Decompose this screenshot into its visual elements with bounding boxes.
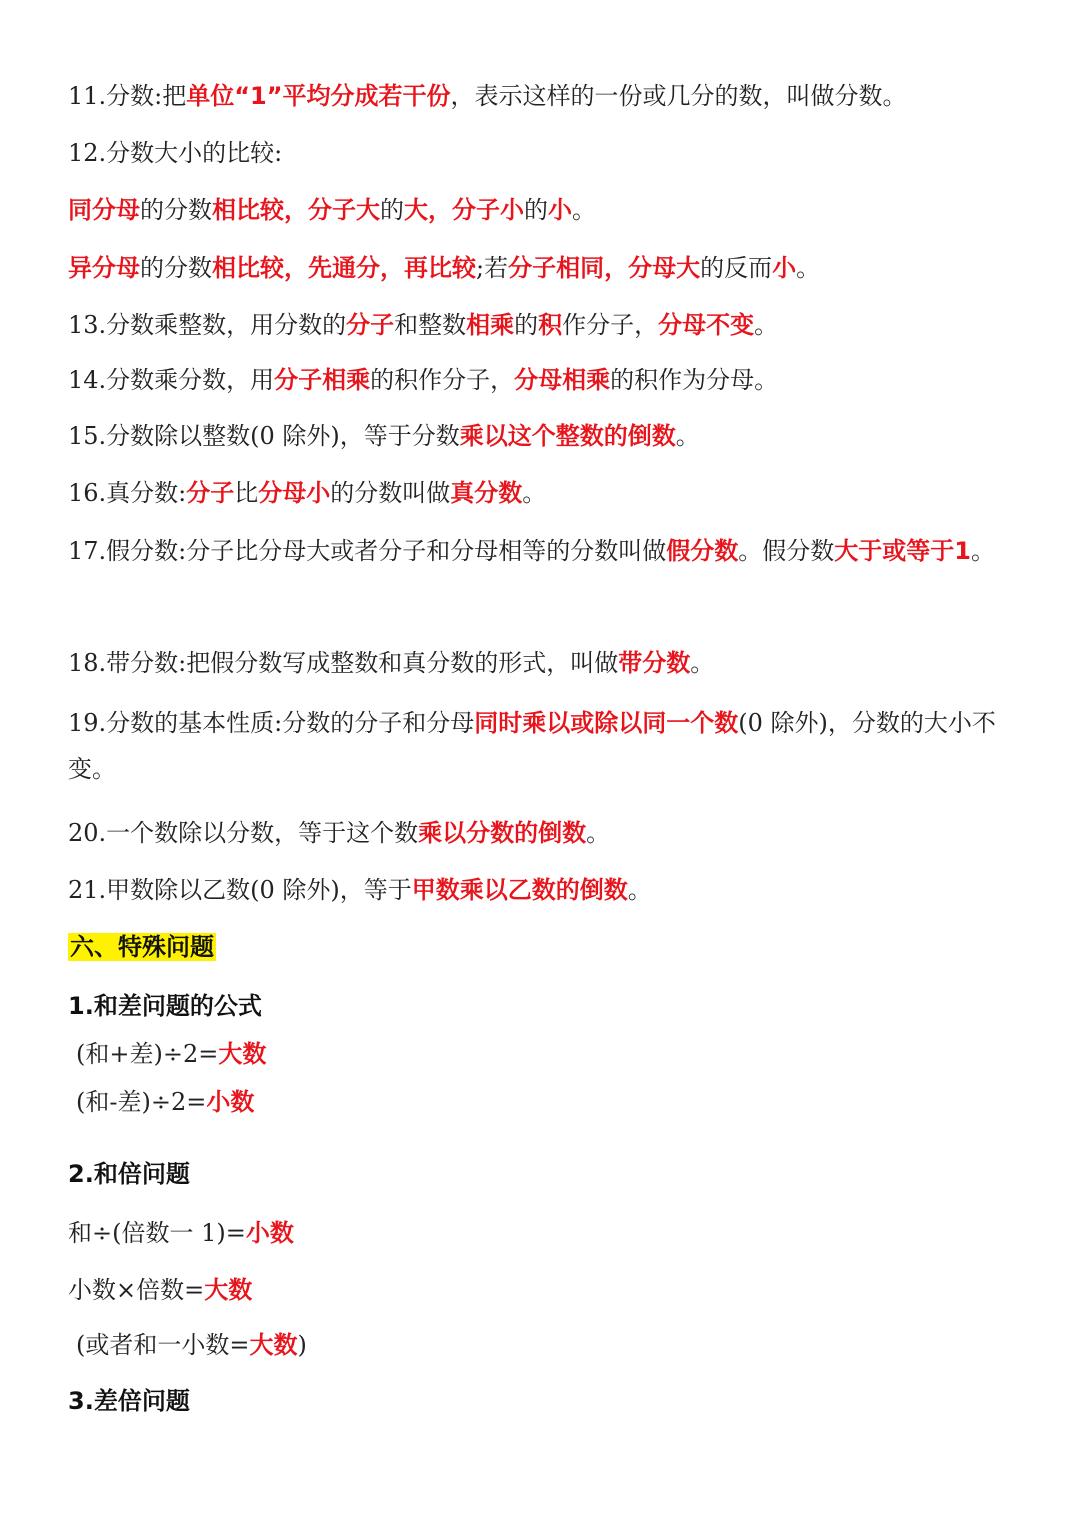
text-segment: 20.一个数除以分数，等于这个数 (68, 819, 419, 847)
section-heading (68, 924, 1020, 970)
text-segment: 21.甲数除以乙数(0 除外)，等于 (68, 876, 412, 904)
text-segment: 2.和倍问题 (68, 1160, 190, 1188)
text-segment: 。 (627, 876, 652, 904)
highlighted-text: 分母相乘 (514, 366, 611, 394)
text-segment: 的分数 (140, 254, 212, 282)
highlighted-text: 分母小 (258, 479, 331, 507)
highlighted-text: 乘以分数的倒数 (418, 819, 587, 847)
item-16 (68, 470, 1020, 516)
text-segment: 的 (514, 311, 539, 339)
text-segment: 。 (586, 819, 611, 847)
text-segment: 。 (522, 479, 547, 507)
item-20 (68, 810, 1020, 856)
formula-line (76, 1031, 1020, 1077)
highlighted-text: 大数 (204, 1276, 253, 1304)
highlighted-text: 大，分子小 (404, 196, 524, 224)
text-segment: 19.分数的基本性质:分数的分子和分母 (68, 709, 475, 737)
text-segment: 。假分数 (738, 537, 835, 565)
highlighted-text: 假分数 (666, 537, 739, 565)
item-12a (68, 187, 1020, 233)
highlighted-text: 分母不变 (658, 311, 755, 339)
highlighted-text: 乘以这个整数的倒数 (459, 422, 676, 450)
text-segment: 的积作分子， (370, 366, 515, 394)
text-segment: 的 (524, 196, 548, 224)
item-14 (68, 357, 1020, 403)
text-segment: 13.分数乘整数，用分数的 (68, 311, 347, 339)
highlighted-text: 小数 (245, 1219, 294, 1247)
highlighted-text: 积 (538, 311, 563, 339)
formula-line (68, 1267, 1020, 1313)
highlighted-text: 甲数乘以乙数的倒数 (411, 876, 628, 904)
highlighted-text: 分子相乘 (274, 366, 371, 394)
text-segment: 17.假分数:分子比分母大或者分子和分母相等的分数叫做 (68, 537, 667, 565)
item-19 (68, 700, 1020, 792)
item-18 (68, 640, 1020, 686)
text-segment: (和-差)÷2= (76, 1088, 207, 1116)
highlighted-text: 小 (772, 254, 797, 282)
item-17 (68, 528, 1020, 574)
text-segment: ，表示这样的一份或几分的数，叫做分数。 (450, 82, 907, 110)
subsection-title-1 (68, 983, 1020, 1029)
text-segment: ;若 (476, 254, 509, 282)
text-segment: 比 (234, 479, 259, 507)
highlighted-text: 分子相同，分母大 (508, 254, 701, 282)
text-segment: 。 (796, 254, 821, 282)
subsection-title-3 (68, 1378, 1020, 1424)
item-12b (68, 245, 1020, 291)
text-segment: 12.分数大小的比较: (68, 139, 283, 167)
text-segment: 14.分数乘分数，用 (68, 366, 275, 394)
highlighted-text: 大于或等于1 (834, 537, 971, 565)
text-segment: 15.分数除以整数(0 除外)，等于分数 (68, 422, 460, 450)
formula-line (76, 1079, 1020, 1125)
formula-line (68, 1210, 1020, 1256)
highlighted-text: 异分母 (68, 254, 140, 282)
text-segment: ) (297, 1331, 307, 1359)
text-segment: 1.和差问题的公式 (68, 992, 262, 1020)
text-segment: 和整数 (394, 311, 467, 339)
text-segment: 的分数叫做 (330, 479, 451, 507)
text-segment: 。 (754, 311, 779, 339)
text-segment: 的反而 (700, 254, 773, 282)
formula-line (76, 1322, 1020, 1368)
subsection-title-2 (68, 1151, 1020, 1197)
highlighted-text: 相比较，先通分，再比较 (212, 254, 476, 282)
text-segment: 的积作为分母。 (610, 366, 779, 394)
text-segment: 16.真分数: (68, 479, 187, 507)
text-segment: 和÷(倍数一 1)= (68, 1219, 246, 1247)
text-segment: 小数×倍数= (68, 1276, 205, 1304)
highlighted-text: 大数 (218, 1040, 267, 1068)
section-title: 六、特殊问题 (70, 933, 214, 961)
text-segment: 3.差倍问题 (68, 1387, 190, 1415)
highlighted-text: 带分数 (618, 649, 691, 677)
text-segment: 的 (380, 196, 404, 224)
highlighted-text: 同时乘以或除以同一个数 (474, 709, 739, 737)
text-segment: 作分子， (562, 311, 659, 339)
text-segment: 。 (572, 196, 596, 224)
text-segment: 11.分数:把 (68, 82, 187, 110)
highlighted-text: 小 (548, 196, 572, 224)
item-13 (68, 302, 1020, 348)
item-11 (68, 73, 1020, 119)
text-segment: (和+差)÷2= (76, 1040, 219, 1068)
highlighted-text: 相比较，分子大 (212, 196, 380, 224)
text-segment: (0 除外)，分数的大小不变。 (68, 709, 996, 783)
highlighted-text: 真分数 (450, 479, 523, 507)
text-segment: 。 (690, 649, 715, 677)
text-segment: 。 (970, 537, 995, 565)
highlighted-text: 分子 (346, 311, 395, 339)
text-segment: 18.带分数:把假分数写成整数和真分数的形式，叫做 (68, 649, 619, 677)
text-segment: 的分数 (140, 196, 212, 224)
highlighted-text: 相乘 (466, 311, 515, 339)
highlighted-text: 单位“1”平均分成若干份 (186, 82, 451, 110)
highlighted-text: 大数 (249, 1331, 298, 1359)
highlighted-text: 分子 (186, 479, 235, 507)
item-21 (68, 867, 1020, 913)
highlighted-text: 同分母 (68, 196, 140, 224)
highlighted-text: 小数 (206, 1088, 255, 1116)
item-12 (68, 130, 1020, 176)
text-segment: 。 (675, 422, 700, 450)
item-15 (68, 413, 1020, 459)
text-segment: (或者和一小数= (76, 1331, 250, 1359)
